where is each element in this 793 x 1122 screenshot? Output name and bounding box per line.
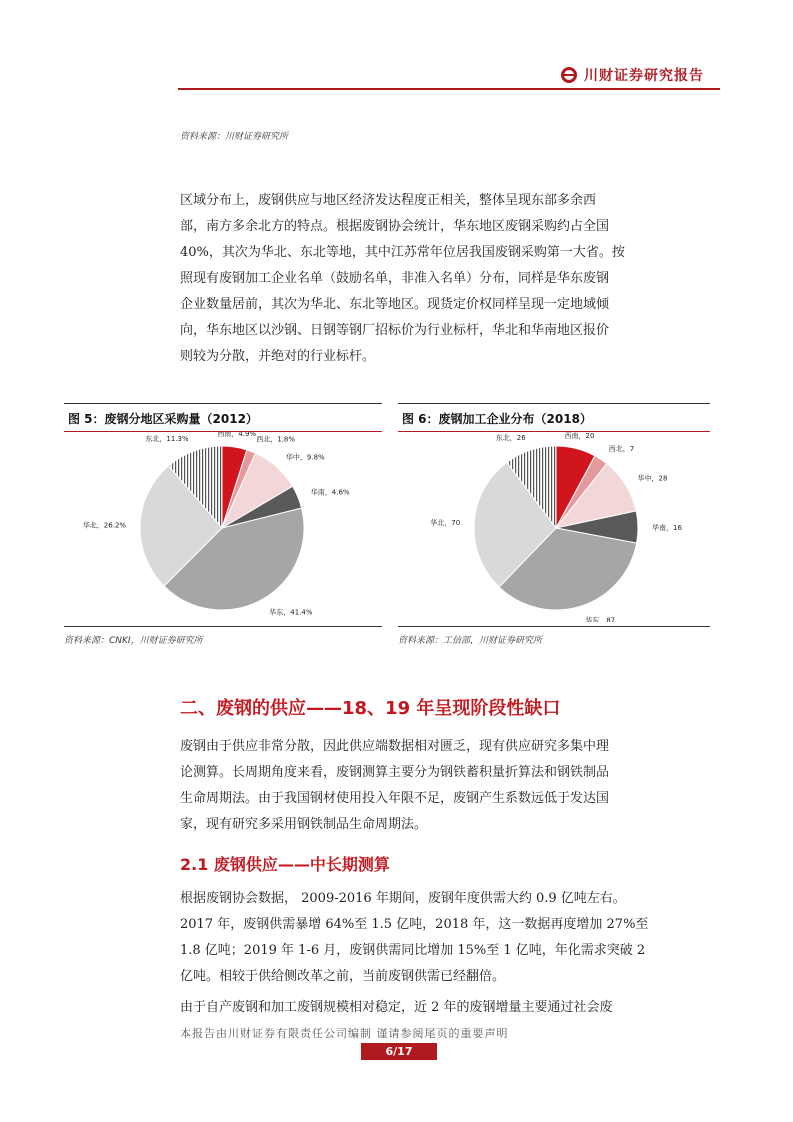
text-line: 亿吨。相较于供给侧改革之前，当前废钢供需已经翻倍。 [180,969,506,984]
pie-chart-2 [398,432,710,622]
pie-chart-1 [64,432,382,622]
pie-label-西北: 西北，7 [608,444,635,453]
figure-5 [64,403,382,646]
pie-label-华中: 华中，28 [637,474,668,483]
text-line: 向，华东地区以沙钢、日钢等钢厂招标价为行业标杆，华北和华南地区报价 [180,323,610,338]
text-line: 2017 年，废钢供需暴增 64%至 1.5 亿吨，2018 年，这一数据再度增加 27%至 [180,917,649,932]
text-line: 由于自产废钢和加工废钢规模相对稳定，近 2 年的废钢增量主要通过社会废 [180,1000,613,1015]
figure-6-title: 图 6：废钢加工企业分布（2018） [402,412,592,426]
pie-label-华东: 华东，41.4% [269,608,313,617]
header-brand [560,64,720,86]
text-line: 论测算。长周期角度来看，废钢测算主要分为钢铁蓄积量折算法和钢铁制品 [180,765,610,780]
chuancai-logo-icon [560,66,578,84]
section-heading-2: 二、废钢的供应——18、19 年呈现阶段性缺口 [180,698,561,719]
text-line: 区域分布上，废钢供应与地区经济发达程度正相关，整体呈现东部多余西 [180,193,597,208]
paragraph-increment [180,995,716,1021]
text-line: 部，南方多余北方的特点。根据废钢协会统计，华东地区废钢采购约占全国 [180,219,610,234]
pie-label-华南: 华南，4.6% [310,488,350,497]
pie-label-西北: 西北，1.8% [256,435,296,444]
pie-label-西南: 西南，20 [564,432,595,440]
pie-label-华北: 华北，26.2% [82,521,127,530]
pie-label-华东: 华东，87 [585,616,616,622]
source-note-top: 资料来源：川财证券研究所 [180,132,289,142]
text-line: 根据废钢协会数据， 2009-2016 年期间，废钢年度供需大约 0.9 亿吨左右。 [180,891,626,906]
paragraph-regional [180,188,716,370]
paragraph-supply [180,734,716,838]
text-line: 照现有废钢加工企业名单（鼓励名单，非准入名单）分布，同样是华东废钢 [180,271,610,286]
pie-label-西南: 西南，4.9% [217,432,257,439]
text-line: 40%，其次为华北、东北等地，其中江苏常年位居我国废钢采购第一大省。按 [180,245,625,260]
figure-6-source: 资料来源：工信部，川财证券研究所 [398,636,543,646]
text-line: 企业数量居前，其次为华北、东北等地区。现货定价权同样呈现一定地域倾 [180,297,610,312]
figure-5-title: 图 5：废钢分地区采购量（2012） [68,412,258,426]
text-line: 家，现有研究多采用钢铁制品生命周期法。 [180,817,428,832]
pie-label-东北: 东北，26 [495,433,526,442]
brand-title: 川财证券研究报告 [584,68,704,84]
text-line: 1.8 亿吨；2019 年 1-6 月，废钢供需同比增加 15%至 1 亿吨，年化需求突破 2 [180,943,646,958]
text-line: 生命周期法。由于我国钢材使用投入年限不足，废钢产生系数远低于发达国 [180,791,610,806]
pie-label-华北: 华北，70 [430,519,461,528]
pie-label-华中: 华中，9.8% [285,453,325,462]
figure-5-source: 资料来源：CNKI，川财证券研究所 [64,636,203,646]
header-rule [178,88,720,90]
page-number: 6/17 [361,1043,437,1060]
pie-label-东北: 东北，11.3% [145,434,189,443]
figure-6 [398,403,710,646]
text-line: 废钢由于供应非常分散，因此供应端数据相对匮乏，现有供应研究多集中理 [180,739,610,754]
section-heading-2-1: 2.1 废钢供应——中长期测算 [180,855,390,874]
text-line: 则较为分散，并绝对的行业标杆。 [180,349,376,364]
footer-disclaimer: 本报告由川财证券有限责任公司编制 谨请参阅尾页的重要声明 [180,1027,509,1040]
pie-label-华南: 华南，16 [651,523,682,532]
paragraph-mid-long-term [180,886,716,990]
